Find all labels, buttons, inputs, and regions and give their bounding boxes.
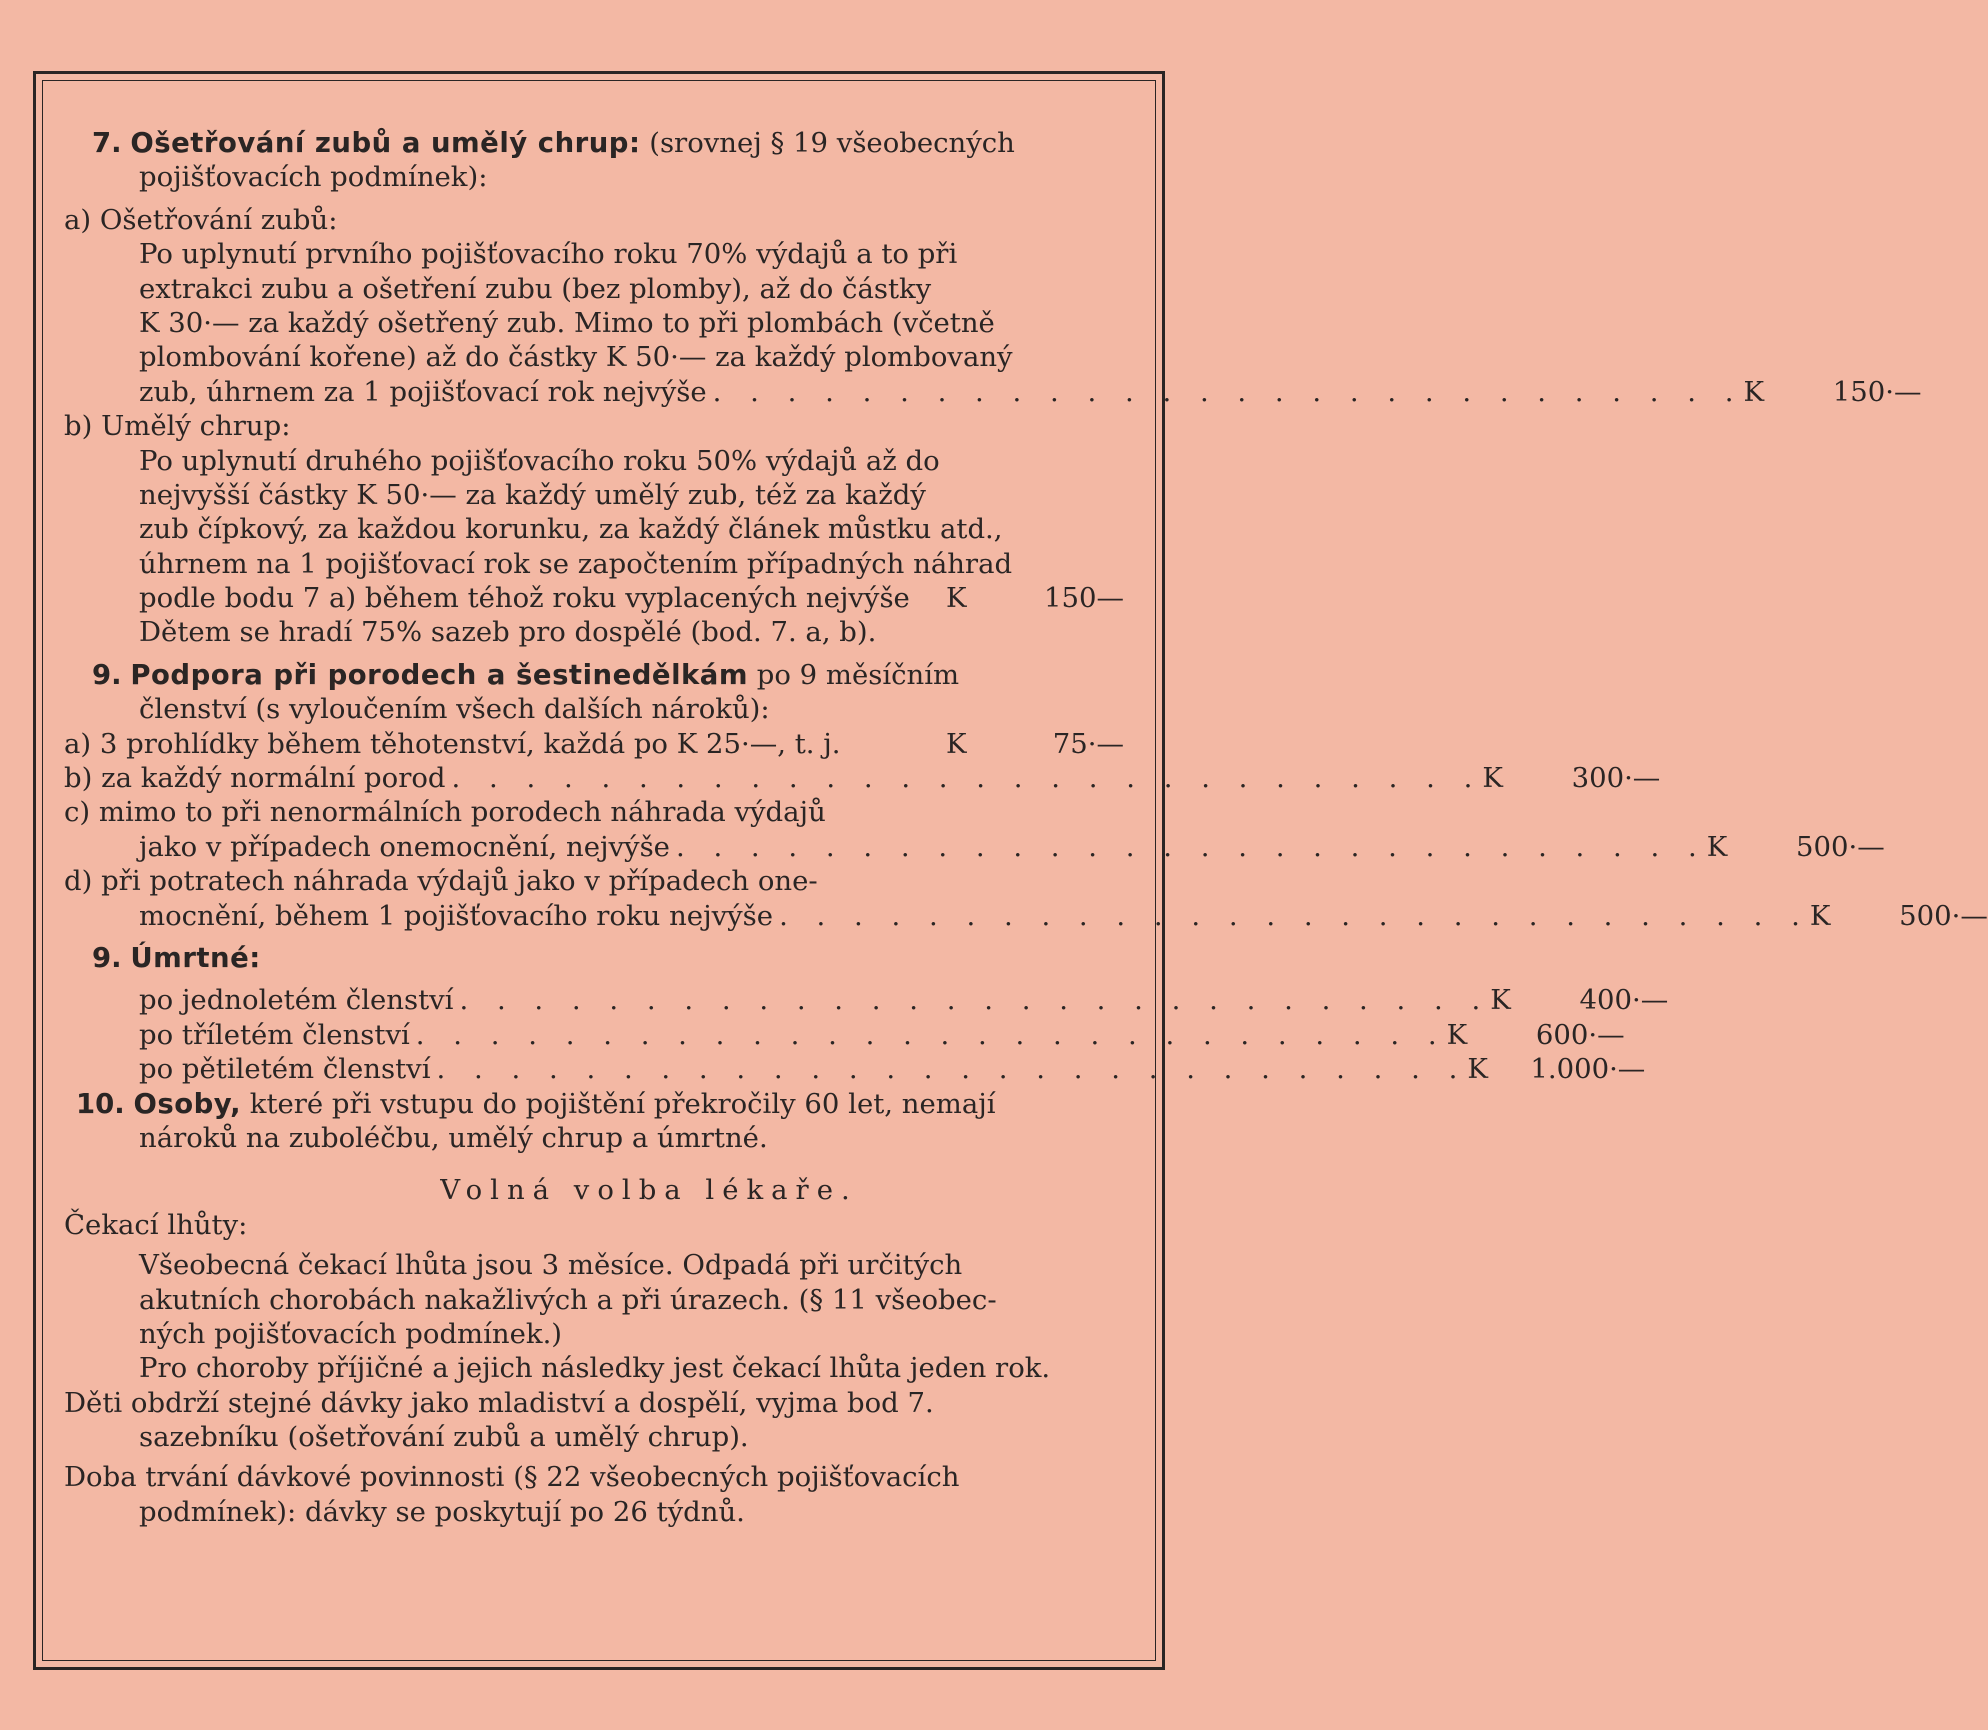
section-8-heading — [64, 658, 1124, 692]
currency: K — [1809, 899, 1831, 932]
death-benefit-row — [64, 983, 1669, 1017]
section-8d-row — [64, 899, 1988, 933]
amount: 1.000·— — [1530, 1053, 1646, 1086]
currency: K — [946, 582, 967, 615]
section-8-heading-line2: členství (s vyloučením všech dalších nároků): — [139, 693, 770, 726]
section-10-title-rest: které při vstupu do pojištění překročily 60 let, nemají — [249, 1087, 996, 1120]
leader-dots: . . . . . . . . . . . . . . . . . . . . . . . . . . . . — [779, 899, 1810, 932]
page-border — [33, 71, 1988, 1670]
section-7a-line-3: K 30·— za každý ošetřený zub. Mimo to při plombách (včetně — [139, 306, 995, 339]
section-7a-line-1: Po uplynutí prvního pojišťovacího roku 70% výdajů a to při — [139, 238, 958, 271]
waiting-line-3: ných pojišťovacích podmínek.) — [139, 1317, 563, 1350]
section-7-title: Ošetřování zubů a umělý chrup: — [130, 127, 641, 159]
amount: 150— — [1044, 582, 1124, 615]
death-benefit-text: po pětiletém členství — [139, 1053, 431, 1086]
section-10-title: Osoby, — [133, 1087, 242, 1120]
section-8-title-rest: po 9 měsíčním — [756, 658, 960, 691]
duration-line-2: podmínek): dávky se poskytují po 26 týdnů. — [139, 1495, 745, 1528]
currency: K — [1446, 1018, 1468, 1051]
waiting-line-4: Pro choroby příjičné a jejich následky jest čekací lhůta jeden rok. — [139, 1352, 1051, 1385]
spacer — [841, 727, 946, 761]
section-8b-text: b) za každý normální porod — [64, 762, 446, 795]
section-10-heading — [64, 1087, 1124, 1121]
section-7b-total-row — [64, 581, 1124, 615]
section-8-title: Podpora při porodech a šestinedělkám — [130, 658, 748, 691]
children-line-2: sazebníku (ošetřování zubů a umělý chrup). — [139, 1421, 749, 1454]
section-7a-line-4: plombování kořene) až do částky K 50·— za každý plombovaný — [139, 341, 1013, 374]
leader-dots: . . . . . . . . . . . . . . . . . . . . . . . . . . . . — [459, 984, 1491, 1017]
section-7-heading — [64, 126, 1124, 160]
currency: K — [946, 727, 967, 760]
death-benefit-text: po jednoletém členství — [139, 984, 454, 1017]
section-8d-line-1: d) při potratech náhrada výdajů jako v případech one- — [64, 865, 818, 898]
amount: 400·— — [1579, 984, 1669, 1017]
currency: K — [1706, 830, 1728, 863]
death-benefit-row — [64, 1018, 1625, 1052]
amount: 300·— — [1571, 762, 1661, 795]
amount: 500·— — [1899, 899, 1988, 932]
section-7-title-rest: (srovnej § 19 všeobecných — [649, 127, 1015, 159]
tariff-content — [64, 126, 1988, 1529]
section-9-title: Úmrtné: — [130, 941, 261, 974]
section-7-number: 7. — [92, 127, 122, 159]
section-8c-line-1: c) mimo to při nenormálních porodech náhrada výdajů — [64, 796, 826, 829]
section-8a-text: a) 3 prohlídky během těhotenství, každá po K 25·—, t. j. — [64, 727, 841, 760]
leader-dots: . . . . . . . . . . . . . . . . . . . . . . . . . . . . — [675, 830, 1707, 863]
section-7b-line-4: úhrnem na 1 pojišťovací rok se započtením případných náhrad — [139, 547, 1013, 580]
section-7a-total-text: zub, úhrnem za 1 pojišťovací rok nejvýše — [139, 375, 707, 408]
section-7a-line-2: extrakci zubu a ošetření zubu (bez plomby), až do částky — [139, 272, 932, 305]
amount: 150·— — [1832, 375, 1922, 408]
section-10-number: 10. — [76, 1087, 125, 1120]
section-8c-row — [64, 830, 1885, 864]
section-8-number: 9. — [92, 658, 122, 691]
section-7b-total-text: podle bodu 7 a) během téhož roku vyplacených nejvýše — [139, 582, 910, 615]
section-7-heading-line2: pojišťovacích podmínek): — [139, 161, 488, 194]
currency: K — [1467, 1053, 1488, 1086]
section-7-children-note: Dětem se hradí 75% sazeb pro dospělé (bod. 7. a, b). — [139, 616, 877, 649]
section-8b-row — [64, 761, 1661, 795]
death-benefit-text: po tříletém členství — [139, 1018, 410, 1051]
waiting-line-2: akutních chorobách nakažlivých a při úrazech. (§ 11 všeobec- — [139, 1283, 997, 1316]
amount: 75·— — [1052, 727, 1124, 760]
children-line-1: Děti obdrží stejné dávky jako mladiství a dospělí, vyjma bod 7. — [64, 1386, 934, 1419]
section-7b-line-3: zub čípkový, za každou korunku, za každý článek můstku atd., — [139, 513, 1003, 546]
leader-dots: . . . . . . . . . . . . . . . . . . . . . . . . . . . . — [436, 1053, 1468, 1086]
section-9-heading — [64, 941, 1124, 975]
section-7a-total-row — [64, 375, 1922, 409]
currency: K — [1743, 375, 1764, 408]
section-7a-label: a) Ošetřování zubů: — [64, 203, 338, 236]
section-8c-text: jako v případech onemocnění, nejvýše — [139, 830, 670, 863]
waiting-periods-label: Čekací lhůty: — [64, 1208, 248, 1241]
amount: 600·— — [1535, 1018, 1625, 1051]
leader-dots: . . . . . . . . . . . . . . . . . . . . . . . . . . . . — [415, 1018, 1447, 1051]
section-7b-label: b) Umělý chrup: — [64, 410, 291, 443]
duration-line-1: Doba trvání dávkové povinnosti (§ 22 všeobecných pojišťovacích — [64, 1461, 960, 1494]
waiting-line-1: Všeobecná čekací lhůta jsou 3 měsíce. Odpadá při určitých — [139, 1249, 963, 1282]
section-8d-text: mocnění, během 1 pojišťovacího roku nejvýše — [139, 899, 774, 932]
currency: K — [1482, 762, 1503, 795]
section-8a-row — [64, 727, 1124, 761]
leader-dots: . . . . . . . . . . . . . . . . . . . . . . . . . . . . — [712, 375, 1744, 408]
death-benefit-row — [64, 1052, 1646, 1086]
section-7b-line-2: nejvyšší částky K 50·— za každý umělý zub, též za každý — [139, 478, 926, 511]
section-9-number: 9. — [92, 941, 122, 974]
section-7b-line-1: Po uplynutí druhého pojišťovacího roku 50% výdajů až do — [139, 444, 940, 477]
free-choice-heading: Volná volba lékaře. — [440, 1174, 858, 1207]
leader-dots: . . . . . . . . . . . . . . . . . . . . . . . . . . . . — [451, 762, 1483, 795]
currency: K — [1490, 984, 1511, 1017]
section-10-line2: nároků na zuboléčbu, umělý chrup a úmrtné. — [139, 1121, 768, 1154]
spacer — [910, 581, 946, 615]
amount: 500·— — [1796, 830, 1885, 863]
